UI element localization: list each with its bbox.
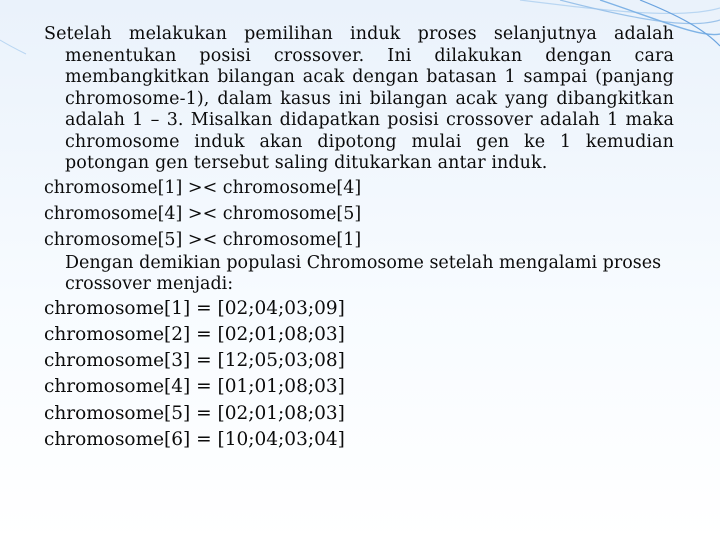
chromosome-result: chromosome[4] = [01;01;08;03] [44, 376, 345, 398]
chromosome-result: chromosome[5] = [02;01;08;03] [44, 402, 345, 424]
swap-list [44, 175, 674, 253]
swap-line: chromosome[4] >< chromosome[5] [44, 203, 362, 224]
result-intro: Dengan demikian populasi Chromosome setelah mengalami proses crossover menjadi: [65, 252, 662, 294]
crossover-description: Setelah melakukan pemilihan induk proses selanjutnya adalah menentukan posisi crossover. Ini dilakukan dengan cara membangkitkan bilangan acak dengan batasan 1 sampai (panjang chromosome-1), dalam kasus ini bilangan acak yang dibangkitkan adalah 1 – 3. Misalkan didapatkan posisi crossover adalah 1 maka chromosome induk akan dipotong mulai gen ke 1 kemudian potongan gen tersebut saling ditukarkan antar induk. [44, 24, 674, 173]
slide-content [44, 24, 674, 453]
chromosome-result: chromosome[1] = [02;04;03;09] [44, 297, 345, 319]
chromosome-result: chromosome[2] = [02;01;08;03] [44, 323, 345, 345]
result-list [44, 296, 674, 454]
swap-line: chromosome[1] >< chromosome[4] [44, 177, 362, 198]
chromosome-result: chromosome[6] = [10;04;03;04] [44, 428, 345, 450]
chromosome-result: chromosome[3] = [12;05;03;08] [44, 350, 345, 372]
swap-line: chromosome[5] >< chromosome[1] [44, 229, 362, 250]
